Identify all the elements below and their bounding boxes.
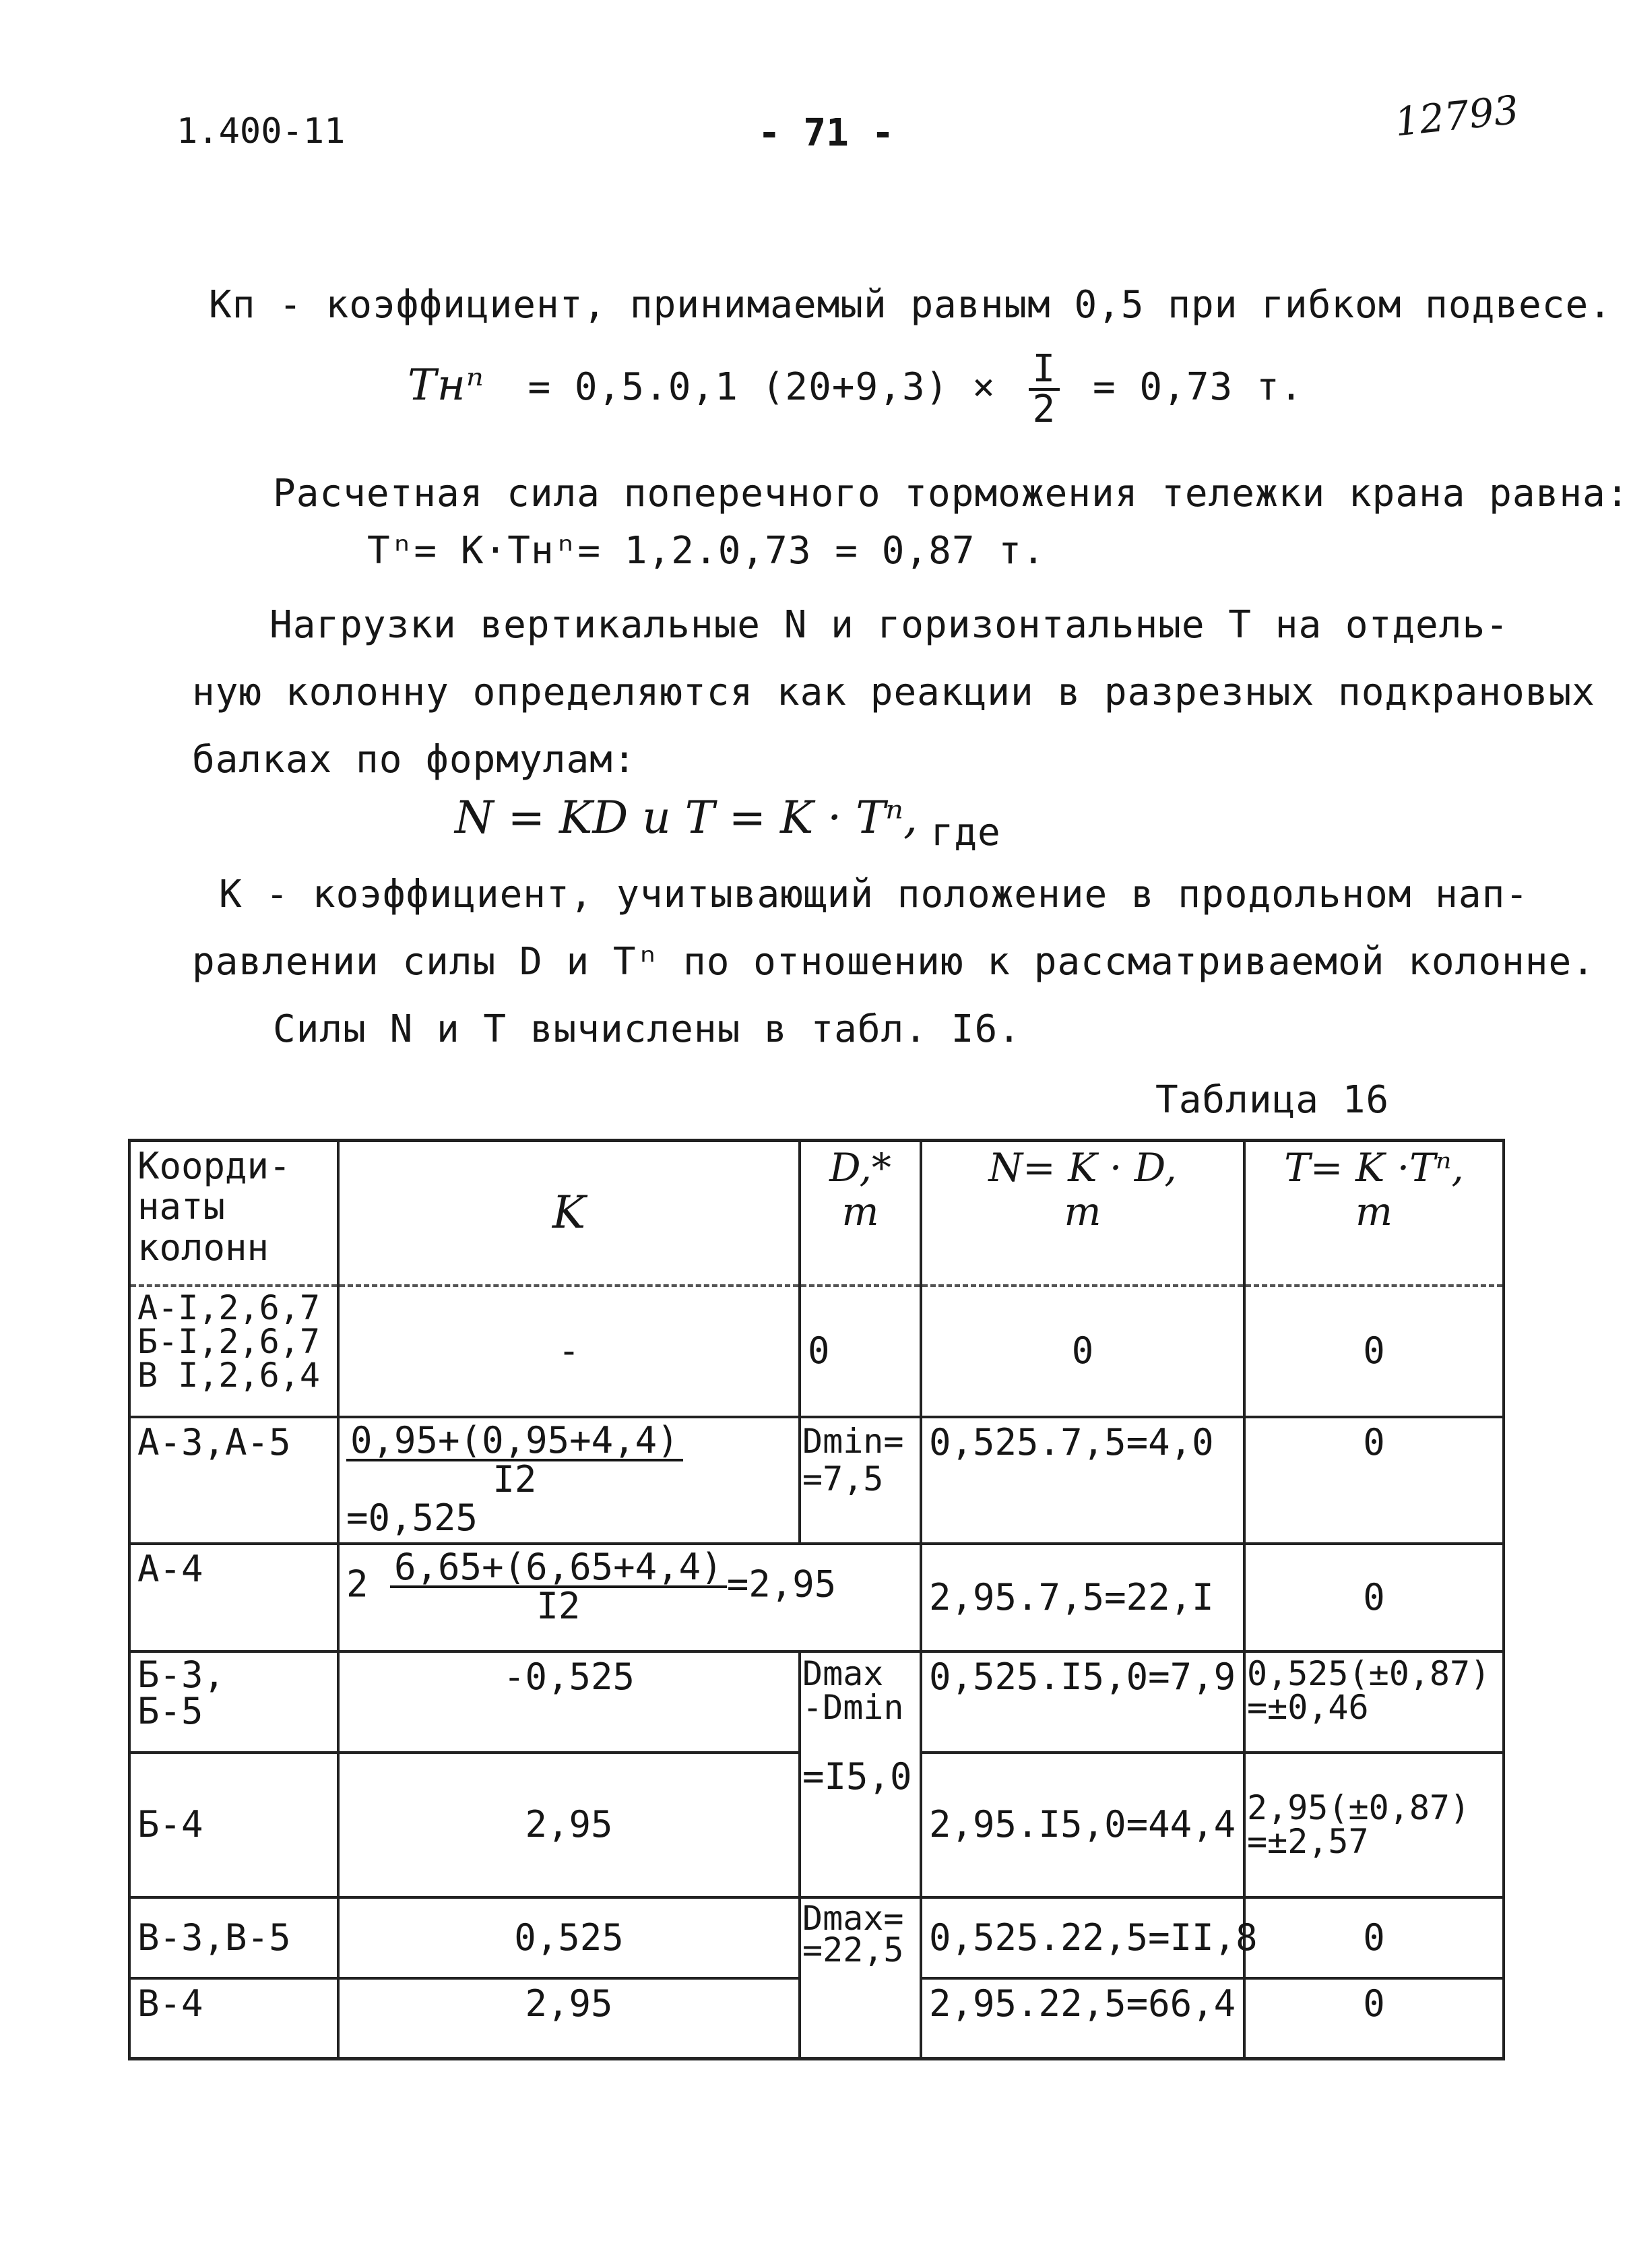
tn-formula-mid: = 0,5.0,1 (20+9,3) × (527, 365, 996, 410)
handwritten-sheet-number: 12793 (1392, 86, 1521, 146)
k-definition-line-1: K - коэффициент, учитывающий положение в продольном нап- (219, 873, 1529, 916)
table-row: А-4 2 $\frac{6,65+(6,65+4,4)}{I2}$ =2,95 2,95.7,5=22,I 0 (129, 1544, 1504, 1651)
tn-formula-result: = 0,73 т. (1092, 365, 1304, 410)
header-d: D,* т (800, 1141, 921, 1286)
table-row: В-3,В-5 0,525 Dmax= =22,5 0,525.22,5=II,8 0 (129, 1897, 1504, 1978)
braking-intro: Расчетная сила поперечного торможения тележки крана равна: (273, 472, 1630, 515)
document-number: 1.400-11 (177, 111, 346, 152)
page-number: - 71 - (758, 111, 895, 155)
braking-formula: Tⁿ= K·Tнⁿ= 1,2.0,73 = 0,87 т. (367, 529, 1046, 573)
header-coords: Коорди- наты колонн (129, 1141, 338, 1286)
loads-formula: N = KD и T = K · Tⁿ, (455, 792, 918, 844)
k-fraction-a4: 2 $\frac{6,65+(6,65+4,4)}{I2}$ =2,95 (338, 1544, 921, 1651)
loads-formula-line (455, 792, 1001, 854)
loads-line-2: ную колонну определяются как реакции в разрезных подкрановых (192, 670, 1595, 714)
k-fraction-a3: $\frac{0,95+(0,95+4,4)}{I2}$ =0,525 (338, 1417, 800, 1544)
table-row: А-3,А-5 $\frac{0,95+(0,95+4,4)}{I2}$ =0,525 Dmin= =7,5 0,525.7,5=4,0 0 (129, 1417, 1504, 1544)
header-k: K (338, 1141, 800, 1286)
kn-definition: Kп - коэффициент, принимаемый равным 0,5 при гибком подвесе. (209, 283, 1612, 327)
header-t: T= K ·Tⁿ, т (1244, 1141, 1504, 1286)
table-row: А-I,2,6,7 Б-I,2,6,7 В I,2,6,4 - 0 0 0 (129, 1286, 1504, 1417)
loads-line-1: Нагрузки вертикальные N и горизонтальные T на отдель- (269, 603, 1509, 647)
loads-line-3: балках по формулам: (192, 738, 637, 782)
table-caption: Таблица 16 (1155, 1078, 1390, 1122)
table-row: Б-3, Б-5 -0,525 Dmax -Dmin 0,525.I5,0=7,9 0,525(±0,87) =±0,46 (129, 1651, 1504, 1753)
table-16 (128, 1139, 1502, 2060)
forces-sentence: Силы N и T вычислены в табл. I6. (273, 1007, 1021, 1051)
table-row: В-4 2,95 2,95.22,5=66,4 0 (129, 1978, 1504, 2059)
tn-formula-fraction: $\frac{I}{2}$ (1029, 350, 1060, 429)
tn-formula (408, 347, 1304, 431)
table-row: Б-4 2,95 =I5,0 2,95.I5,0=44,4 2,95(±0,87) =±2,57 (129, 1753, 1504, 1897)
k-definition-line-2: равлении силы D и Tⁿ по отношению к рассматриваемой колонне. (192, 940, 1595, 984)
loads-formula-where: где (930, 811, 1001, 854)
tn-formula-lhs: Tнⁿ (408, 360, 484, 411)
header-n: N= K · D, т (921, 1141, 1244, 1286)
